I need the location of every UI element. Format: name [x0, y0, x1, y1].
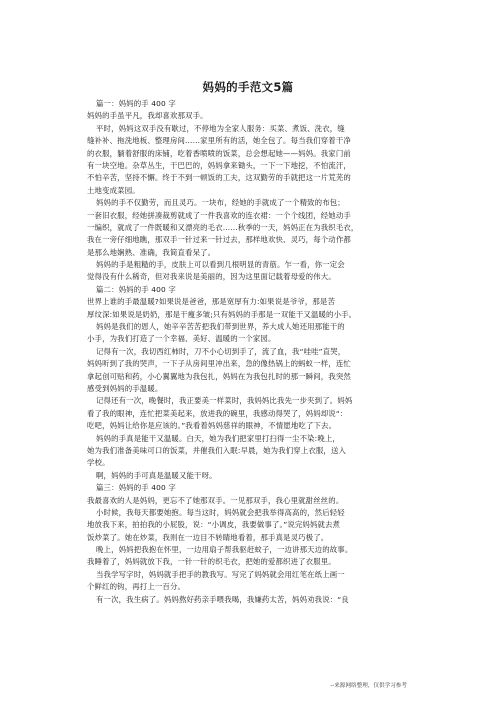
paragraph-line: 吃吧，妈妈让给你是应该的。”我看着妈妈慈祥的眼神，不情愿地吃了下去。 — [87, 421, 337, 431]
paragraph-line: 有一次，我生病了。妈妈熬好药亲手喂我喝，我嫌药太苦，妈妈劝我说：“良 — [96, 594, 349, 604]
paragraph-line: 记得还有一次，晚餐时，我正要美一样菜时，我妈妈比我先一步夹到了。妈妈 — [96, 396, 353, 406]
paragraph-line: 世界上谁的手最温暖?如果说是爸爸，那是宽厚有力:如果说是爷爷，那是苦 — [87, 297, 336, 307]
paragraph-line: 厚纹深:如果说是奶奶，那是干瘦多皱;只有妈妈的手那是一双能干又温暖的小手。 — [87, 309, 357, 319]
paragraph-line: 是那么地娴熟、准确，我简直看呆了。 — [87, 247, 216, 257]
paragraph-line: 拿起创可贴和药，小心翼翼地为我包扎，妈妈在为我包扎时的那一瞬间，我突然 — [87, 371, 351, 381]
paragraph-line: 篇一：妈妈的手 400 字 — [96, 99, 176, 108]
paragraph-line: 个鲜红的钩，再打上一百分。 — [87, 582, 186, 592]
paragraph-line: 一编织，就成了一件既暖和又漂亮的毛衣……秋季的一天，妈妈正在为我织毛衣， — [87, 222, 359, 232]
paragraph-line: 土地变成菜园。 — [87, 185, 140, 195]
page-footer: --来源网络整理，仅供学习参考 — [330, 683, 407, 689]
paragraph-line: 饭炒菜了。她在炒菜，我则在一边目不转睛地看着，那手真是灵巧极了。 — [87, 532, 329, 542]
paragraph-line: 觉得没有什么稀奇，但对我来说是美丽的，因为这里面记载着母爱的伟大。 — [87, 272, 336, 282]
paragraph-line: 妈妈听到了我的哭声，一下子从房间里冲出来，急的像热锅上的蚂蚁一样，连忙 — [87, 359, 351, 369]
document-title: 妈妈的手范文5篇 — [202, 80, 294, 94]
paragraph-line: 妈妈是我们的恩人，她辛辛苦苦把我们带到世界，养大成人她还用那能干的 — [96, 322, 345, 332]
paragraph-line: 缝补补、拖洗地板、整理房间……家里所有的活，她全包了。每当我们穿着干净 — [87, 136, 351, 146]
paragraph-line: 妈妈的手不仅勤劳，而且灵巧。一块布，经她的手就成了一个精致的布包； — [96, 198, 345, 208]
paragraph-line: 一套旧衣服，经她拼凑裁剪就成了一件我喜欢的连衣裙：一个个线团，经她动手 — [87, 210, 351, 220]
paragraph-line: 有一块空地。杂草丛生，干巴巴的，妈妈拿来锄头，一下一下地挖，不怕流汗， — [87, 160, 351, 170]
paragraph-line: 当我学写字时，妈妈就手把手的教我写。写完了妈妈就会用红笔在纸上画一 — [96, 569, 345, 579]
paragraph-line: 平时，妈妈这双手没有歇过，不停地为全家人服务：买菜、煮饭、洗衣，缝 — [96, 123, 345, 133]
paragraph-line: 小手，为我们打造了一个幸福、美好、温暖的一个家园。 — [87, 334, 276, 344]
paragraph-line: 看了我的眼神，连忙把菜美起来，放进我的碗里，我感动得哭了，妈妈却说“： — [87, 408, 348, 418]
paragraph-line: 小时候，我每天都要她抱。每当这时，妈妈就会把我举得高高的，然后轻轻 — [96, 507, 345, 517]
document-body — [87, 98, 409, 606]
paragraph-line: 记得有一次，我切西红柿时，刀不小心切到手了，流了血，我“哇哇”直哭， — [96, 346, 346, 356]
paragraph-line: 学校。 — [87, 458, 110, 468]
paragraph-line: 不怕辛苦，坚持不懈。终于不到一顿饭的工夫，这双勤劳的手就把这一片荒芜的 — [87, 173, 351, 183]
paragraph-line: 感受到妈妈的手温暖。 — [87, 383, 163, 393]
paragraph-line: 妈妈的手是粗糙的手，皮肤上可以看到几根明显的青筋。乍一看，你一定会 — [96, 260, 345, 270]
paragraph-line: 妈妈的手虽平凡，我却喜欢那双手。 — [87, 111, 208, 121]
paragraph-line: 我睡着了，妈妈就放下我，一针一针的织毛衣，把她的爱都织进了衣服里。 — [87, 557, 336, 567]
paragraph-line: 晚上，妈妈把我抱在怀里，一边用扇子帮我驱赶蚊子，一边讲那天边的故事。 — [96, 545, 353, 555]
paragraph-line: 我在一旁仔细地瞧，那双手一针过来一针过去，那样地欢快、灵巧，每个动作都 — [87, 235, 351, 245]
paragraph-line: 篇二：妈妈的手 400 字 — [96, 284, 176, 294]
paragraph-line: 篇三：妈妈的手 400 字 — [96, 483, 176, 493]
paragraph-line: 妈妈的手真是能干又温暖。白天，她为我们把家里打扫得一尘不染:晚上， — [96, 433, 340, 443]
paragraph-line: 啊，妈妈的手可真是温暖又能干呀。 — [96, 470, 217, 480]
paragraph-line: 地放我下来，拍拍我的小屁股，说：“小调皮，我要做事了。”说完妈妈就去煮 — [87, 520, 341, 530]
paragraph-line: 她为我们准备美味可口的饭菜，并催我们入眠:早晨，她为我们穿上衣服，送入 — [87, 445, 347, 455]
paragraph-line: 的衣服，躺着舒服的床铺，吃着香喷喷的饭菜，总会想起她——妈妈。我家门前 — [87, 148, 351, 158]
paragraph-line: 我最喜欢的人是妈妈，更忘不了她那双手。一见那双手，我心里就甜丝丝的。 — [87, 495, 344, 505]
